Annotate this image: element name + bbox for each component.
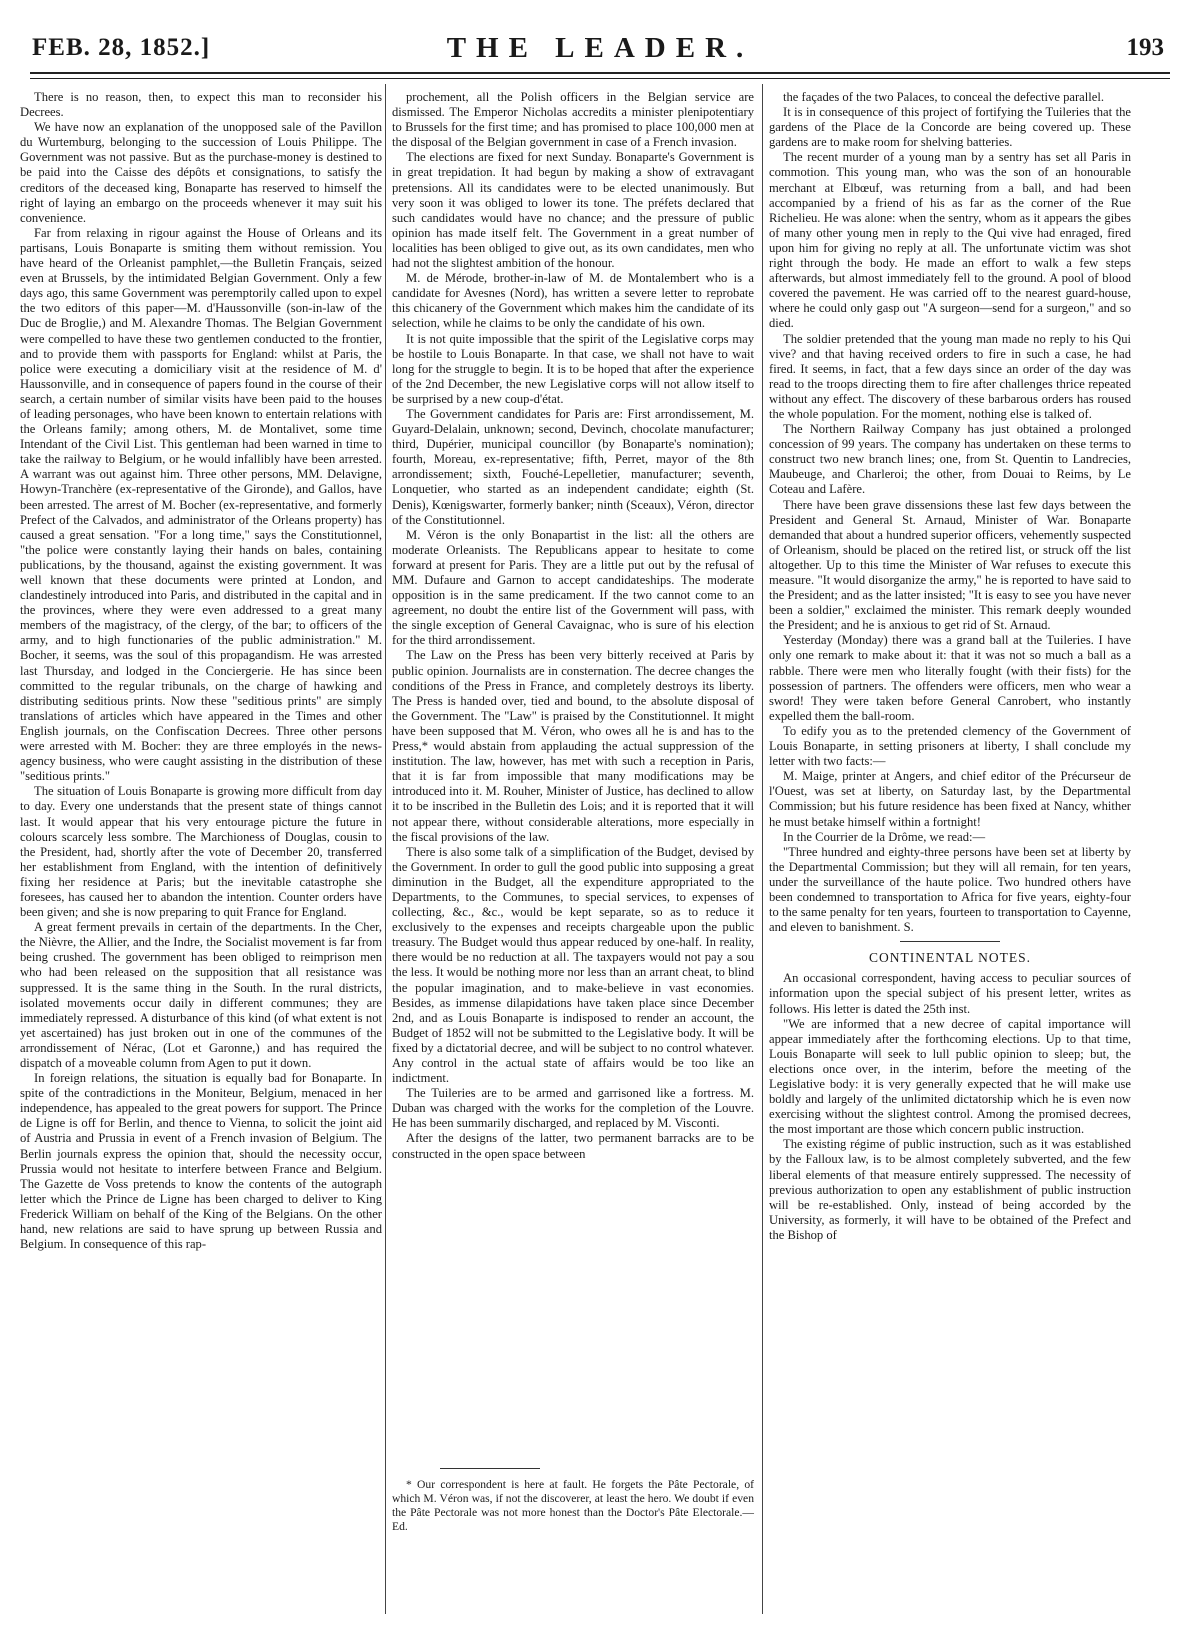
paragraph: To edify you as to the pretended clemency of the Government of Louis Bonaparte, in setting prisoners at liberty, I shall conclude my letter with two facts:— [769, 723, 1131, 769]
newspaper-title: THE LEADER. [446, 32, 754, 64]
column-3 [769, 90, 1131, 1610]
paragraph: The Law on the Press has been very bitterly received at Paris by public opinion. Journalists are in consternation. The decree changes the conditions of the Press in France, and completely destroys its liberty. The Press is handed over, tied and bound, to the absolute disposal of the Government. The "Law" is praised by the Constitutionnel. It might have been supposed that M. Véron, who owes all he is and has to the Press,* would abstain from applauding the actual suppression of the institution. The law, however, has met with such a reception in Paris, that it is far from impossible that many modifications may be introduced into it. M. Rouher, Minister of Justice, has declined to allow it to be inscribed in the Bulletin des Lois; and it is reported that it will not appear there, without considerable alterations, more especially in the fiscal provisions of the law. [392, 648, 754, 844]
paragraph: There have been grave dissensions these last few days between the President and General St. Arnaud, Minister of War. Bonaparte demanded that about a hundred superior officers, vehemently suspected of Orleanism, should be placed on the retired list, or struck off the list altogether. Up to this time the Minister of War refuses to execute this measure. "It would disorganize the army," he is reported to have said to the President; and as the latter insisted; "It is easy to see you have never been a soldier," exclaimed the minister. This remark deeply wounded the President; and he is anxious to get rid of St. Arnaud. [769, 497, 1131, 633]
masthead-rule-thin [30, 78, 1170, 79]
paragraph: Far from relaxing in rigour against the House of Orleans and its partisans, Louis Bonaparte is smiting them without remission. You have heard of the Orleanist pamphlet,—the Bulletin Français, seized even at Brussels, by the intimidated Belgian Government. Only a few days ago, this same Government was peremptorily called upon to expel the two editors of this paper—M. d'Haussonville (son-in-law of the Duc de Broglie,) and M. Alexandre Thomas. The Belgian Government were compelled to have these two gentlemen conducted to the frontier, and to provide them with passports for England: whilst at Paris, the police were executing a domiciliary visit at the residence of M. d' Haussonville, and in consequence of papers found in the course of their search, a certain number of similar visits have been paid to the houses of leading personages, who have been known to entertain relations with the Orleans family; among others, M. de Montalivet, some time Intendant of the Civil List. This gentleman had been warned in time to take the railway to Belgium, or he would infallibly have been arrested. A warrant was out against him. Three other persons, MM. Delavigne, Howyn-Tranchère (ex-representative of the Gironde), and Gallos, have been arrested. The arrest of M. Bocher (ex-representative, and formerly Prefect of the Calvados, and administrator of the Orleans property) has caused a great sensation. "For a long time," says the Constitutionnel, "the police were constantly laying their hands on bales, containing publications, by the thousand, against the existing government. It was well known that these documents were printed at London, and clandestinely introduced into Paris, and distributed in the capital and in the provinces, where they were even addressed to a great many members of the magistracy, of the clergy, of the bar; to officers of the army, and to high functionaries of the public administration." M. Bocher, it seems, was the soul of this propagandism. He was arrested last Thursday, and lodged in the Conciergerie. He has since been committed to the regular tribunals, on the charge of hawking and distributing seditious prints. Now these "seditious prints" are simply translations of articles which have appeared in the Times and other English journals, on the Confiscation Decrees. Three other persons were arrested with M. Bocher: they are three employés in the news-agency business, who were caught assisting in the distribution of these "seditious prints." [20, 225, 382, 784]
paragraph: The existing régime of public instruction, such as it was established by the Falloux law, is to be almost completely subverted, and the few liberal elements of that measure entirely suppressed. The necessity of previous authorization to open any establishment of public instruction will be re-established. Only, instead of being accorded by the University, as formerly, it will have to be obtained of the Prefect and the Bishop of [769, 1137, 1131, 1242]
paragraph: M. Maige, printer at Angers, and chief editor of the Précurseur de l'Ouest, was set at liberty, on Saturday last, by the Departmental Commission; but his future residence has been fixed at Nancy, whither he must betake himself within a fortnight! [769, 769, 1131, 829]
paragraph: the façades of the two Palaces, to conceal the defective parallel. [783, 90, 1104, 104]
paragraph: An occasional correspondent, having access to peculiar sources of information upon the special subject of his present letter, writes as follows. His letter is dated the 25th inst. [769, 971, 1131, 1016]
paragraph: It is not quite impossible that the spirit of the Legislative corps may be hostile to Louis Bonaparte. In that case, we shall not have to wait long for the struggle to begin. It is to be hoped that after the experience of the 2nd December, the new Legislative corps will not allow itself to be surprised by a new coup-d'état. [392, 331, 754, 406]
paragraph: In foreign relations, the situation is equally bad for Bonaparte. In spite of the contradictions in the Moniteur, Belgium, menaced in her independence, has appealed to the great powers for support. The Prince de Ligne is off for Berlin, and thence to Vienna, to solicit the joint aid of Austria and Prussia in event of a French invasion of Belgium. The Berlin journals express the opinion that, should the necessity occur, Prussia would not hesitate to interfere between France and Belgium. The Gazette de Voss pretends to know the contents of the autograph letter which the Prince de Ligne has been charged to deliver to King Frederick William on behalf of the King of the Belgians. On the other hand, new relations are said to have sprung up between Russia and Belgium. In consequence of this rap- [20, 1071, 382, 1252]
paragraph: After the designs of the latter, two permanent barracks are to be constructed in the open space between [392, 1131, 754, 1161]
issue-date: FEB. 28, 1852.] [32, 34, 211, 61]
column-2 [392, 90, 754, 1460]
paragraph: There is no reason, then, to expect this man to reconsider his Decrees. [20, 90, 382, 120]
column-1 [20, 90, 382, 1610]
footnote [392, 1478, 754, 1534]
paragraph: The Tuileries are to be armed and garrisoned like a fortress. M. Duban was charged with the works for the completion of the Louvre. He has been summarily discharged, and replaced by M. Visconti. [392, 1086, 754, 1131]
paragraph: It is in consequence of this project of fortifying the Tuileries that the gardens of the Place de la Concorde are being covered up. These gardens are to make room for shelving batteries. [769, 105, 1131, 150]
masthead [30, 30, 1170, 74]
footnote-text: * Our correspondent is here at fault. He forgets the Pâte Pectorale, of which M. Véron was, if not the discoverer, at least the hero. We doubt if even the Pâte Pectorale was not more honest than the Doctor's Pâte Electorale.—Ed. [392, 1478, 754, 1533]
column-divider [762, 84, 763, 1614]
paragraph: prochement, all the Polish officers in the Belgian service are dismissed. The Emperor Nicholas accredits a minister plenipotentiary to Brussels for the first time; and has promised to place 100,000 men at the disposal of the Belgian government in case of a French invasion. [392, 90, 754, 150]
paragraph: The Government candidates for Paris are: First arrondissement, M. Guyard-Delalain, unknown; second, Devinch, chocolate manufacturer; third, Dupérier, municipal councillor (by Bonaparte's nomination); fourth, Moreau, ex-representative; fifth, Perret, mayor of the 8th arrondissement; sixth, Fouché-Lepelletier, manufacturer; seventh, Lonquetier, who started as an independent candidate; eighth (St. Denis), Kœnigswarter, formerly banker; ninth (Sceaux), Véron, director of the Constitutionnel. [392, 406, 754, 527]
page-number: 193 [1126, 34, 1164, 61]
paragraph: The soldier pretended that the young man made no reply to his Qui vive? and that having received orders to fire in such a case, he had fired. It seems, in fact, that a few days since an order of the day was read to the troops directing them to fire after challenges thrice repeated without any effect. The discovery of these barbarous orders has roused the whole population. For the moment, nothing else is talked of. [769, 331, 1131, 421]
paragraph: "Three hundred and eighty-three persons have been set at liberty by the Departmental Commission; but they will all remain, for ten years, under the surveillance of the haute police. Two hundred others have been condemned to transportation to Africa for five years, eighty-four to the same penalty for ten years, fourteen to transportation to Cayenne, and eleven to banishment. S. [769, 844, 1131, 935]
section-rule [900, 941, 1000, 942]
paragraph: In the Courrier de la Drôme, we read:— [783, 829, 986, 844]
paragraph: The situation of Louis Bonaparte is growing more difficult from day to day. Every one understands that the present state of things cannot last. It would appear that his very entourage picture the future in colours scarcely less sombre. The Marchioness of Douglas, cousin to the President, had, shortly after the vote of December 20, transferred her establishment from England, with the intention of definitively fixing her residence at Paris; but the inevitable catastrophe she foresees, has caused her to abandon the intention. Counter orders have been given; and she is now preparing to quit France for England. [20, 784, 382, 920]
paragraph: "We are informed that a new decree of capital importance will appear immediately after the forthcoming elections. Up to that time, Louis Bonaparte will seek to lull public opinion to sleep; but, the elections once over, in the interim, before the meeting of the Legislative body: it is very generally expected that he will make use boldly and largely of the unlimited dictatorship which he is even now exercising without the slightest control. Among the promised decrees, the most important are those which concern public instruction. [769, 1016, 1131, 1137]
paragraph: M. de Mérode, brother-in-law of M. de Montalembert who is a candidate for Avesnes (Nord), has written a severe letter to reprobate this chicanery of the Government which makes him the candidate of its selection, while he claims to be only the candidate of his own. [392, 271, 754, 331]
masthead-rule [30, 72, 1170, 74]
footnote-rule [440, 1468, 540, 1469]
paragraph: We have now an explanation of the unopposed sale of the Pavillon du Wurtemburg, belonging to the succession of Louis Philippe. The Government was not passive. But as the purchase-money is destined to be paid into the Caisse des dépôts et consignations, to satisfy the creditors of the deceased king, Bonaparte has reserved to himself the right of laying an embargo on the proceeds whenever it may suit his convenience. [20, 120, 382, 225]
paragraph: The elections are fixed for next Sunday. Bonaparte's Government is in great trepidation. It had begun by making a show of extravagant pretensions. All its candidates were to be elected unanimously. But very soon it was obliged to lower its tone. The préfets declared that such candidates would have no chance; and the pressure of public opinion has made itself felt. The Government in a great number of localities has been obliged to give out, as its own candidates, men who had not the slightest ambition of the honour. [392, 150, 754, 271]
column-divider [385, 84, 386, 1614]
paragraph: The Northern Railway Company has just obtained a prolonged concession of 99 years. The company has undertaken on these terms to construct two new branch lines; one, from St. Quentin to Landrecies, Maubeuge, and Charleroi; the other, from Douai to Reims, by Le Coteau and Lafère. [769, 422, 1131, 497]
paragraph: A great ferment prevails in certain of the departments. In the Cher, the Nièvre, the Allier, and the Indre, the Socialist movement is far from being crushed. The government has been obliged to reimprison men who had been released on the supposition that all resistance was suppressed. It is the same thing in the South. In the rural districts, isolated movements occur daily in different communes; they are immediately repressed. A disturbance of this kind (of what extent is not yet ascertained) has just broken out in one of the communes of the arrondissement of Nérac, (Lot et Garonne,) and has required the dispatch of a moveable column from Agen to put it down. [20, 920, 382, 1070]
paragraph: Yesterday (Monday) there was a grand ball at the Tuileries. I have only one remark to make about it: that it was not so much a ball as a rabble. There were men who literally fought (with their fists) for the possession of partners. The offenders were officers, men who wear a sword! They were taken before General Canrobert, who instantly expelled them the ball-room. [769, 633, 1131, 723]
section-heading: CONTINENTAL NOTES. [869, 950, 1031, 966]
paragraph: The recent murder of a young man by a sentry has set all Paris in commotion. This young man, who was the son of an honourable merchant at Elbœuf, was returning from a ball, and had been accompanied by a friend of his as far as the corner of the Rue Richelieu. He was alone: when the sentry, whom as it appears the gibes of many other young men in reply to the Qui vive had enraged, fired upon him for giving no reply at all. The unfortunate victim was shot right through the body. He made an effort to walk a few steps afterwards, but almost immediately fell to the ground. A pool of blood covered the pavement. He was carried off to the nearest guard-house, where he could only gasp out "A surgeon—send for a surgeon," and so died. [769, 150, 1131, 331]
paragraph: There is also some talk of a simplification of the Budget, devised by the Government. In order to gull the good public into supposing a great diminution in the Budget, all the expenditure appropriated to the Departments, to the Communes, to special services, to expenses of collecting, &c., &c., would be kept separate, so as to reduce it exclusively to the expenses and receipts chargeable upon the public treasury. The Budget would thus appear reduced by one-half. In reality, there would be no reduction at all. The taxpayers would not pay a sou the less. It would be nothing more nor less than an arrant cheat, to blind the popular imagination, and to make-believe in vast economies. Besides, as immense dilapidations have taken place since December 2nd, and as Louis Bonaparte is indisposed to render an account, the Budget of 1852 will not be submitted to the Legislative body. It will be fixed by a dictatorial decree, and will be subject to no control whatever. Any control in the actual state of affairs would be too like an indictment. [392, 844, 754, 1086]
paragraph: M. Véron is the only Bonapartist in the list: all the others are moderate Orleanists. The Republicans appear to hesitate to come forward at present for Paris. They are a little put out by the refusal of MM. Dufaure and Garnon to accept candidateships. The moderate opposition is in the same predicament. If the two cannot come to an agreement, no doubt the entire list of the Government will pass, with the single exception of General Cavaignac, who is sure of his election for the third arrondissement. [392, 527, 754, 648]
